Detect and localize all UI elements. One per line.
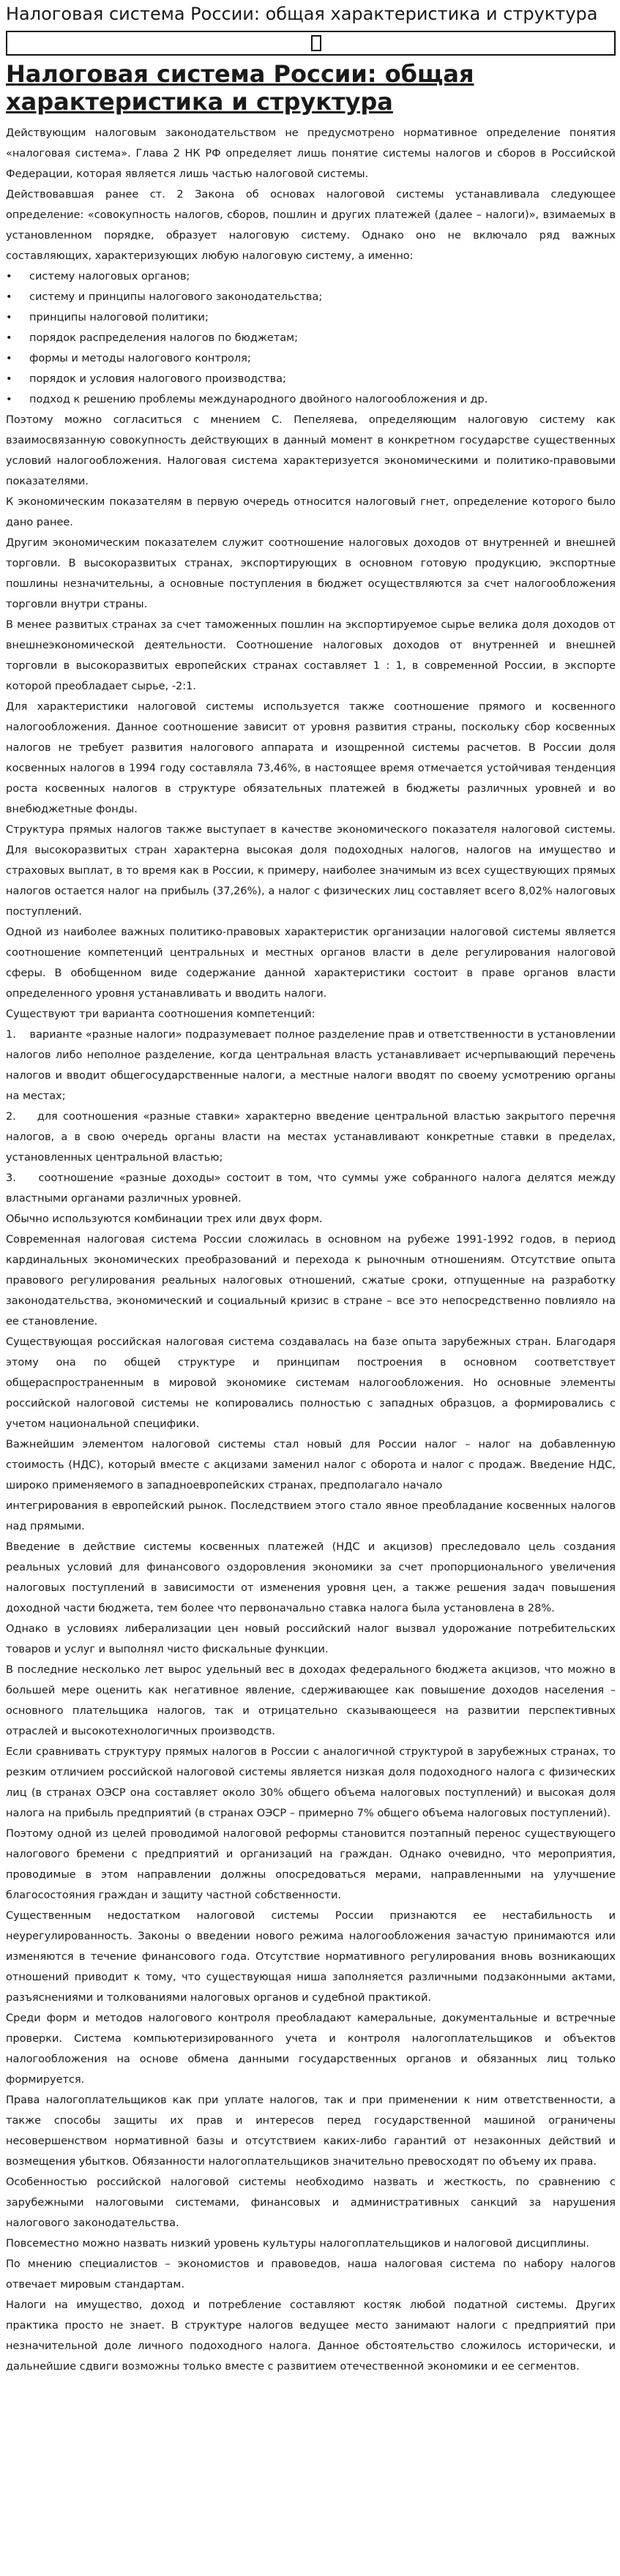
paragraph: Существующая российская налоговая система создавалась на базе опыта зарубежных стран. Благодаря этому она по общей структуре и принципам построения в основном соответствует общераспространенным в мировой экономике системам налогообложения. Но основные элементы российской налоговой системы не копировались полностью с западных образцов, а формировались с учетом национальной специфики. [6, 1336, 616, 1430]
paragraph: Поэтому одной из целей проводимой налоговой реформы становится поэтапный перенос существующего налогового бремени с предприятий и организаций на граждан. Однако очевидно, что мероприятия, проводимые в этом направлении должны опосредоваться мерами, направленными на улучшение благосостояния граждан и защиту частной собственности. [6, 1828, 616, 1901]
paragraph: Для характеристики налоговой системы используется также соотношение прямого и косвенного налогообложения. Данное соотношение зависит от уровня развития страны, поскольку сбор косвенных налогов не требует развития налогового аппарата и изощренной системы расчетов. В России доля косвенных налогов в 1994 году составляла 73,46%, в настоящее время отмечается устойчивая тенденция роста косвенных налогов в структуре обязательных платежей в бюджеты различных уровней и во внебюджетные фонды. [6, 701, 616, 815]
paragraph: К экономическим показателям в первую очередь относится налоговый гнет, определение которого было дано ранее. [6, 496, 616, 528]
list-item: • систему налоговых органов; [6, 266, 616, 287]
paragraph: Одной из наиболее важных политико-правовых характеристик организации налоговой системы является соотношение компетенций центральных и местных органов власти в деле регулирования налоговой сферы. В обобщенном виде содержание данной характеристики состоит в праве органов власти определенного уровня устанавливать и вводить налоги. [6, 926, 616, 1000]
placeholder-icon [311, 35, 321, 51]
paragraph: Современная налоговая система России сложилась в основном на рубеже 1991-1992 годов, в период кардинальных экономических преобразований и перехода к рыночным отношениям. Отсутствие опыта правового регулирования реальных налоговых отношений, сжатые сроки, отпущенные на разработку законодательства, экономический и социальный кризис в стране – все это непосредственно повлияло на ее становление. [6, 1234, 616, 1328]
components-list [6, 266, 616, 410]
paragraph: Права налогоплательщиков как при уплате налогов, так и при применении к ним ответственности, а также способы защиты их прав и интересов перед государственной машиной ограничены несовершенством нормативной базы и отсутствием каких-либо гарантий от незаконных действий и возмещения убытков. Обязанности налогоплательщиков значительно превосходят по объему их права. [6, 2094, 616, 2168]
article-intro [6, 123, 616, 266]
paragraph: 1. варианте «разные налоги» подразумевает полное разделение прав и ответственности в установлении налогов либо неполное разделение, когда центральная власть устанавливает исчерпывающий перечень налогов и вводит общегосударственные налоги, а местные налоги вводят по своему усмотрению органы на местах; [6, 1029, 616, 1102]
paragraph: Особенностью российской налоговой системы необходимо назвать и жесткость, по сравнению с зарубежными налоговыми системами, финансовых и административных санкций за нарушения налогового законодательства. [6, 2176, 616, 2229]
paragraph: Важнейшим элементом налоговой системы стал новый для России налог – налог на добавленную стоимость (НДС), который вместе с акцизами заменил налог с оборота и налог с продаж. Введение НДС, широко применяемого в западноевропейских странах, предполагало начало [6, 1439, 616, 1491]
list-item: • порядок и условия налогового производства; [6, 369, 616, 389]
paragraph: В менее развитых странах за счет таможенных пошлин на экспортируемое сырье велика доля доходов от внешнеэкономической деятельности. Соотношение налоговых доходов от внутренней и внешней торговли в высокоразвитых европейских странах составляет 1 : 1, в современной России, в экспорте которой преобладает сырье, -2:1. [6, 619, 616, 692]
paragraph: Однако в условиях либерализации цен новый российский налог вызвал удорожание потребительских товаров и услуг и выполнял чисто фискальные функции. [6, 1623, 616, 1655]
paragraph: В последние несколько лет вырос удельный вес в доходах федерального бюджета акцизов, что можно в большей мере оценить как негативное явление, сдерживающее как повышение доходов населения – основного плательщика налогов, так и отрицательно сказывающееся на развитии перспективных отраслей и высокотехнологичных производств. [6, 1664, 616, 1737]
list-item: • систему и принципы налогового законодательства; [6, 287, 616, 307]
list-item: • принципы налоговой политики; [6, 307, 616, 328]
paragraph: Обычно используются комбинации трех или двух форм. [6, 1213, 323, 1225]
paragraph: Структура прямых налогов также выступает в качестве экономического показателя налоговой системы. Для высокоразвитых стран характерна высокая доля подоходных налогов, налогов на имущество и страховых выплат, в то время как в России, к примеру, наиболее значимым из всех существующих прямых налогов остается налог на прибыль (37,26%), а налог с физических лиц составляет всего 8,02% налоговых поступлений. [6, 824, 616, 918]
paragraph: Существуют три варианта соотношения компетенций: [6, 1008, 315, 1020]
list-item: • формы и методы налогового контроля; [6, 348, 616, 369]
paragraph: Повсеместно можно назвать низкий уровень культуры налогоплательщиков и налоговой дисциплины. [6, 2238, 589, 2250]
paragraph: Введение в действие системы косвенных платежей (НДС и акцизов) преследовало цель создания реальных условий для финансового оздоровления экономики за счет пропорционального увеличения налоговых поступлений в зависимости от изменения уровня цен, а также решения задач повышения доходной части бюджета, тем более что первоначально ставка налога была установлена в 28%. [6, 1541, 616, 1614]
list-item: • подход к решению проблемы международного двойного налогообложения и др. [6, 389, 616, 410]
embedded-object-frame[interactable] [6, 31, 616, 56]
window-title: Налоговая система России: общая характеристика и структура [6, 4, 598, 24]
paragraph: По мнению специалистов – экономистов и правоведов, наша налоговая система по набору налогов отвечает мировым стандартам. [6, 2258, 616, 2291]
paragraph: Среди форм и методов налогового контроля преобладают камеральные, документальные и встречные проверки. Система компьютеризированного учета и контроля налогоплательщиков и объектов налогообложения на основе обмена данными государственных органов и обязанных лиц только формируется. [6, 2012, 616, 2086]
list-item: • порядок распределения налогов по бюджетам; [6, 328, 616, 348]
paragraph: Налоги на имущество, доход и потребление составляют костяк любой податной системы. Других практика просто не знает. В структуре налогов ведущее место занимают налоги с предприятий при незначительной доле личного подоходного налога. Данное обстоятельство сложилось исторически, и дальнейшие сдвиги возможны только вместе с развитием отечественной экономики и ее сегментов. [6, 2299, 616, 2373]
paragraph: 3. соотношение «разные доходы» состоит в том, что суммы уже собранного налога делятся между властными органами различных уровней. [6, 1172, 616, 1205]
paragraph: Действующим налоговым законодательством не предусмотрено нормативное определение понятия «налоговая система». Глава 2 НК РФ определяет лишь понятие системы налогов и сборов в Российской Федерации, которая является лишь частью налоговой системы. [6, 127, 616, 180]
article-title: Налоговая система России: общая характеристика и структура [6, 60, 474, 116]
paragraph: Действовавшая ранее ст. 2 Закона об основах налоговой системы устанавливала следующее определение: «совокупность налогов, сборов, пошлин и других платежей (далее – налоги)», взимаемых в установленном порядке, образует налоговую систему. Однако оно не включало ряд важных составляющих, характеризующих любую налоговую систему, а именно: [6, 189, 616, 262]
paragraph: интегрирования в европейский рынок. Последствием этого стало явное преобладание косвенных налогов над прямыми. [6, 1500, 616, 1532]
paragraph: Поэтому можно согласиться с мнением С. Пепеляева, определяющим налоговую систему как взаимосвязанную совокупность действующих в данный момент в конкретном государстве существенных условий налогообложения. Налоговая система характеризуется экономическими и политико-правовыми показателями. [6, 414, 616, 487]
paragraph: 2. для соотношения «разные ставки» характерно введение центральной властью закрытого перечня налогов, а в свою очередь органы власти на местах устанавливают конкретные ставки в пределах, установленных центральной властью; [6, 1111, 616, 1164]
paragraph: Существенным недостатком налоговой системы России признаются ее нестабильность и неурегулированность. Законы о введении нового режима налогообложения зачастую принимаются или изменяются в течение финансового года. Отсутствие нормативного регулирования вновь возникающих отношений приводит к тому, что существующая ниша заполняется различными подзаконными актами, разъяснениями и толкованиями налоговых органов и судебной практикой. [6, 1910, 616, 2004]
article-body [6, 410, 616, 2377]
paragraph: Другим экономическим показателем служит соотношение налоговых доходов от внутренней и внешней торговли. В высокоразвитых странах, экспортирующих в основном готовую продукцию, экспортные пошлины незначительны, а основные поступления в бюджет осуществляются за счет налогообложения торговли внутри страны. [6, 537, 616, 610]
paragraph: Если сравнивать структуру прямых налогов в России с аналогичной структурой в зарубежных странах, то резким отличием российской налоговой системы является низкая доля подоходного налога с физических лиц (в странах ОЭСР она составляет около 30% общего объема налоговых поступлений) и высокая доля налога на прибыль предприятий (в странах ОЭСР – примерно 7% общего объема налоговых поступлений). [6, 1746, 616, 1819]
